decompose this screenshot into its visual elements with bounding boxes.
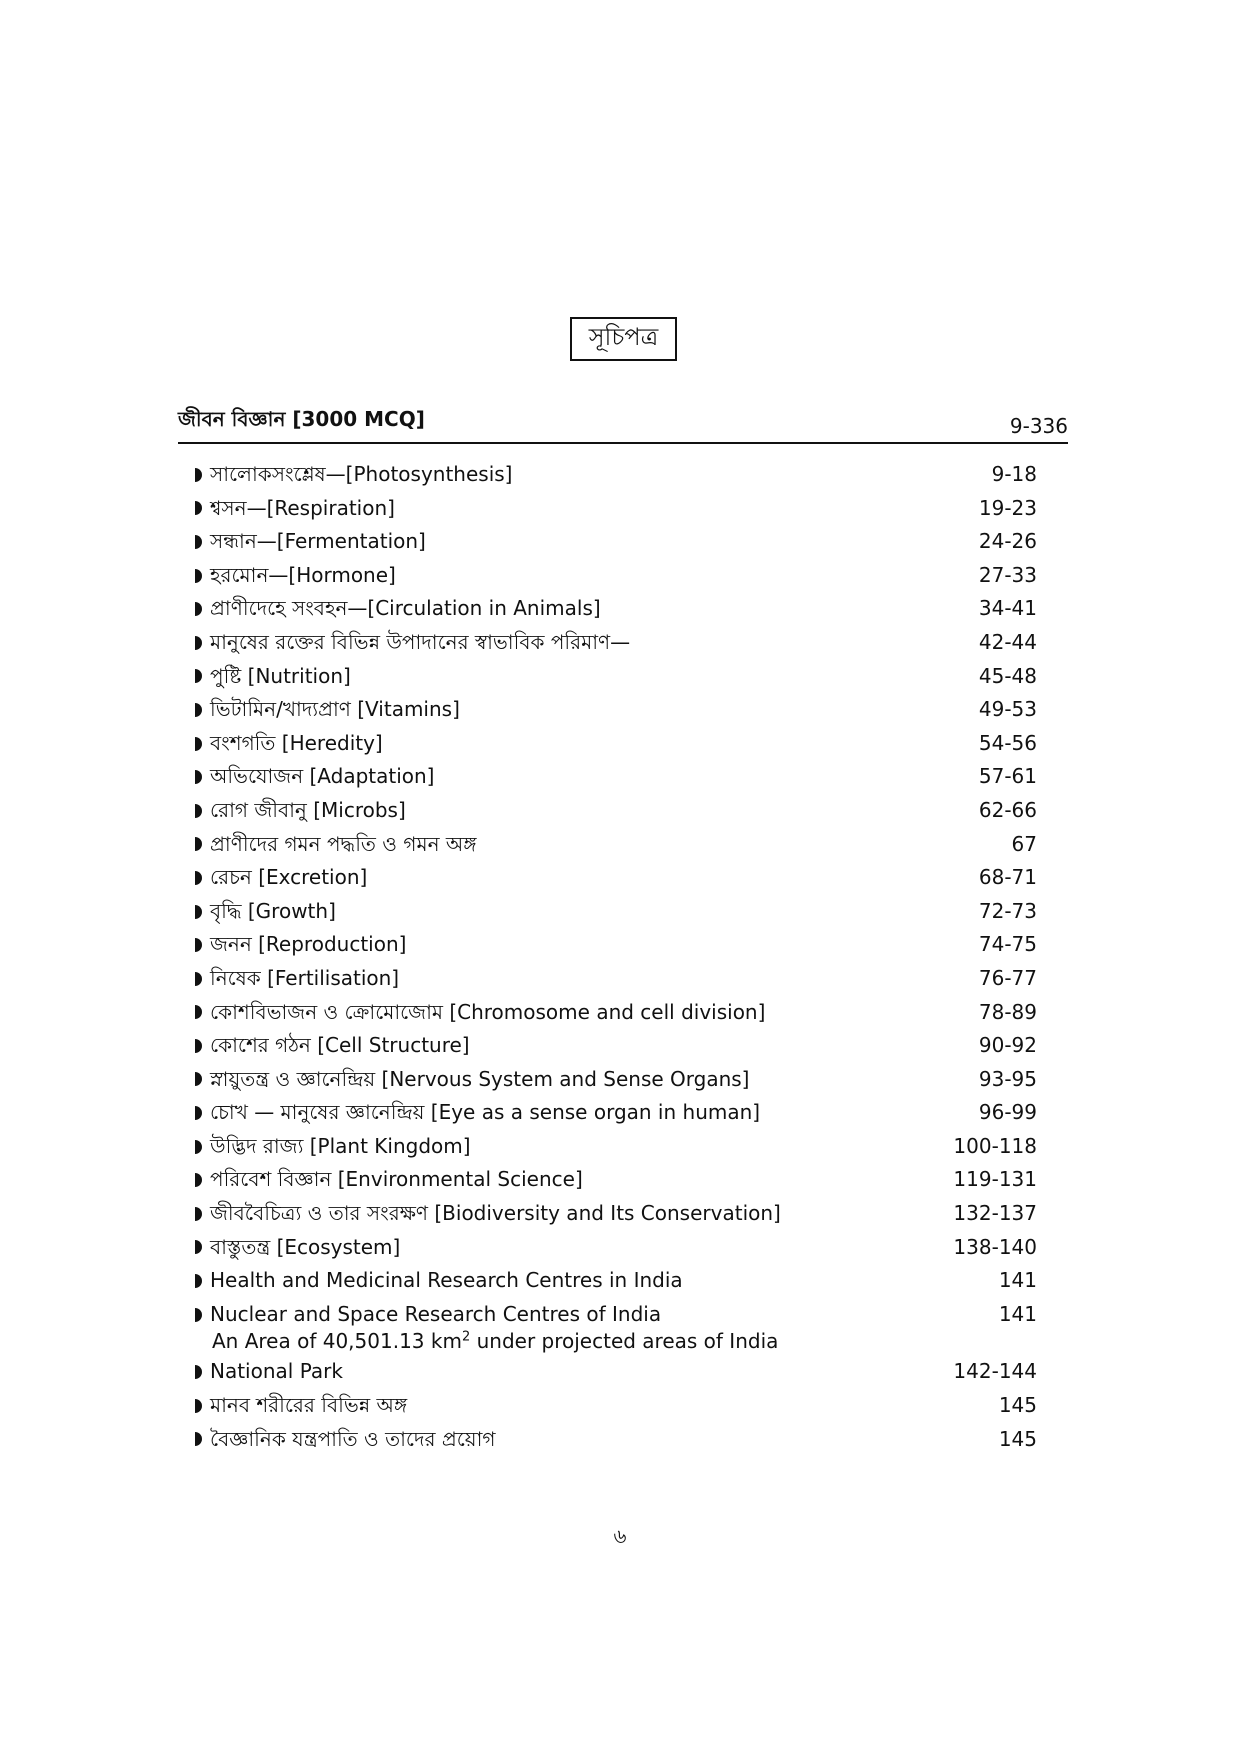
toc-entry-label: বংশগতি [Heredity] — [210, 730, 383, 755]
bullet-icon — [195, 1106, 202, 1120]
toc-entry-label: নিষেক [Fertilisation] — [210, 965, 400, 990]
toc-entry-pages: 145 — [998, 1426, 1037, 1451]
toc-entry-pages: 68-71 — [978, 865, 1037, 890]
toc-entry-label: National Park — [210, 1359, 343, 1384]
toc-entry-pages: 93-95 — [978, 1066, 1037, 1091]
bullet-icon — [195, 468, 202, 482]
toc-entry — [195, 1096, 1037, 1130]
page-title: সূচিপত্র — [588, 323, 659, 351]
toc-entry-pages: 142-144 — [953, 1359, 1037, 1384]
page-number: ৬ — [613, 1524, 627, 1548]
bullet-icon — [195, 1308, 202, 1322]
toc-entry — [195, 626, 1037, 660]
bullet-icon — [195, 1274, 202, 1288]
section-name: জীবন বিজ্ঞান [3000 MCQ] — [178, 407, 425, 431]
toc-entry — [195, 962, 1037, 996]
toc-entry — [195, 1163, 1037, 1197]
toc-entry-pages: 34-41 — [978, 596, 1037, 621]
toc-entry-pages: 96-99 — [978, 1100, 1037, 1125]
toc-entry-pages: 54-56 — [978, 730, 1037, 755]
toc-entry — [195, 727, 1037, 761]
bullet-icon — [195, 905, 202, 919]
toc-entry — [195, 1063, 1037, 1097]
bullet-icon — [195, 737, 202, 751]
toc-entry-label: অভিযোজন [Adaptation] — [210, 764, 435, 789]
toc-note-suffix: under projected areas of India — [470, 1329, 779, 1354]
toc-entry-label: বৈজ্ঞানিক যন্ত্রপাতি ও তাদের প্রয়োগ — [210, 1426, 496, 1451]
toc-entry-label: ভিটামিন/খাদ্যপ্রাণ [Vitamins] — [210, 697, 460, 722]
toc-entry — [195, 928, 1037, 962]
toc-entry-label: পুষ্টি [Nutrition] — [210, 663, 351, 688]
toc-entry — [195, 760, 1037, 794]
bullet-icon — [195, 703, 202, 717]
toc-entry — [195, 1389, 1037, 1423]
toc-note-prefix: An Area of 40,501.13 km — [212, 1329, 462, 1354]
toc-entry — [195, 794, 1037, 828]
toc-entry-pages: 132-137 — [953, 1201, 1037, 1226]
bullet-icon — [195, 1140, 202, 1154]
toc-entry — [195, 1264, 1037, 1298]
toc-entry-label: সালোকসংশ্লেষ—[Photosynthesis] — [210, 462, 513, 486]
toc-entry-label: স্নায়ুতন্ত্র ও জ্ঞানেন্দ্রিয় [Nervous System and Sense Organs] — [210, 1066, 750, 1091]
toc-entry — [195, 1298, 1037, 1332]
bullet-icon — [195, 669, 202, 683]
bullet-icon — [195, 569, 202, 583]
toc-entry — [195, 492, 1037, 526]
bullet-icon — [195, 1432, 202, 1446]
toc-entry-pages: 145 — [998, 1393, 1037, 1418]
bullet-icon — [195, 871, 202, 885]
bullet-icon — [195, 938, 202, 952]
section-header — [178, 408, 1068, 444]
toc-entry-label: কোশবিভাজন ও ক্রোমোজোম [Chromosome and cell division] — [210, 999, 766, 1024]
toc-entry — [195, 1130, 1037, 1164]
toc-entry-pages: 78-89 — [978, 999, 1037, 1024]
toc-entry-pages: 100-118 — [953, 1133, 1037, 1158]
toc-entry-pages: 90-92 — [978, 1033, 1037, 1058]
toc-entry — [195, 592, 1037, 626]
toc-entry-label: রেচন [Excretion] — [210, 865, 368, 890]
toc-entry-pages: 19-23 — [978, 495, 1037, 520]
toc-entry — [195, 895, 1037, 929]
bullet-icon — [195, 602, 202, 616]
toc-entry — [195, 1197, 1037, 1231]
bullet-icon — [195, 837, 202, 851]
bullet-icon — [195, 1365, 202, 1379]
toc-entry-label: চোখ — মানুষের জ্ঞানেন্দ্রিয় [Eye as a sense organ in human] — [210, 1100, 761, 1125]
bullet-icon — [195, 501, 202, 515]
toc-entry-label: মানুষের রক্তের বিভিন্ন উপাদানের স্বাভাবিক পরিমাণ— — [210, 629, 631, 654]
bullet-icon — [195, 1039, 202, 1053]
toc-entry-label: কোশের গঠন [Cell Structure] — [210, 1033, 470, 1058]
toc-entry — [195, 861, 1037, 895]
toc-entry-label: উদ্ভিদ রাজ্য [Plant Kingdom] — [210, 1133, 471, 1158]
bullet-icon — [195, 770, 202, 784]
toc-entry-pages: 119-131 — [953, 1167, 1037, 1192]
toc-entry-label: Health and Medicinal Research Centres in India — [210, 1268, 683, 1293]
toc-entry — [195, 458, 1037, 492]
bullet-icon — [195, 1005, 202, 1019]
toc-entry-label: বৃদ্ধি [Growth] — [210, 898, 336, 923]
toc-entry-label: বাস্তুতন্ত্র [Ecosystem] — [210, 1234, 401, 1259]
bullet-icon — [195, 636, 202, 650]
bullet-icon — [195, 1399, 202, 1413]
toc-entry-label: রোগ জীবানু [Microbs] — [210, 797, 406, 822]
toc-entry-pages: 138-140 — [953, 1234, 1037, 1259]
toc-note-superscript: 2 — [461, 1329, 471, 1345]
toc-entry-pages: 24-26 — [978, 529, 1037, 554]
bullet-icon — [195, 804, 202, 818]
toc-entry — [195, 559, 1037, 593]
toc-entry-pages: 141 — [998, 1301, 1037, 1326]
toc-entry-label: সন্ধান—[Fermentation] — [210, 529, 426, 554]
toc-list — [195, 458, 1037, 1456]
toc-entry — [195, 1029, 1037, 1063]
toc-entry — [195, 1355, 1037, 1389]
toc-entry-label: পরিবেশ বিজ্ঞান [Environmental Science] — [210, 1167, 583, 1192]
toc-entry-pages: 45-48 — [978, 663, 1037, 688]
toc-entry-pages: 62-66 — [978, 797, 1037, 822]
toc-entry-pages: 141 — [998, 1268, 1037, 1293]
toc-entry — [195, 525, 1037, 559]
toc-entry-pages: 67 — [1011, 831, 1037, 856]
toc-entry-label: মানব শরীরের বিভিন্ন অঙ্গ — [210, 1393, 408, 1418]
toc-entry — [195, 996, 1037, 1030]
toc-entry-pages: 57-61 — [978, 764, 1037, 789]
toc-entry-label: হরমোন—[Hormone] — [210, 562, 396, 587]
section-range: 9-336 — [1009, 414, 1068, 438]
toc-note — [195, 1327, 1037, 1355]
toc-entry-label: প্রাণীদের গমন পদ্ধতি ও গমন অঙ্গ — [210, 831, 477, 856]
toc-entry — [195, 693, 1037, 727]
page-title-box — [570, 317, 677, 361]
toc-entry — [195, 828, 1037, 862]
toc-entry-pages: 72-73 — [978, 898, 1037, 923]
toc-entry — [195, 660, 1037, 694]
toc-entry-label: জনন [Reproduction] — [210, 932, 407, 957]
toc-entry — [195, 1423, 1037, 1457]
bullet-icon — [195, 1207, 202, 1221]
toc-entry-pages: 9-18 — [991, 462, 1037, 486]
toc-entry-pages: 76-77 — [978, 965, 1037, 990]
bullet-icon — [195, 1072, 202, 1086]
toc-entry-pages: 42-44 — [978, 629, 1037, 654]
toc-entry-pages: 49-53 — [978, 697, 1037, 722]
bullet-icon — [195, 1173, 202, 1187]
toc-entry — [195, 1231, 1037, 1265]
toc-entry-label: প্রাণীদেহে সংবহন—[Circulation in Animals] — [210, 596, 601, 621]
bullet-icon — [195, 1240, 202, 1254]
bullet-icon — [195, 535, 202, 549]
toc-entry-pages: 74-75 — [978, 932, 1037, 957]
toc-entry-pages: 27-33 — [978, 562, 1037, 587]
toc-entry-label: শ্বসন—[Respiration] — [210, 495, 395, 520]
toc-entry-label: Nuclear and Space Research Centres of India — [210, 1301, 662, 1326]
toc-entry-label: জীববৈচিত্র্য ও তার সংরক্ষণ [Biodiversity and Its Conservation] — [210, 1201, 781, 1226]
bullet-icon — [195, 972, 202, 986]
